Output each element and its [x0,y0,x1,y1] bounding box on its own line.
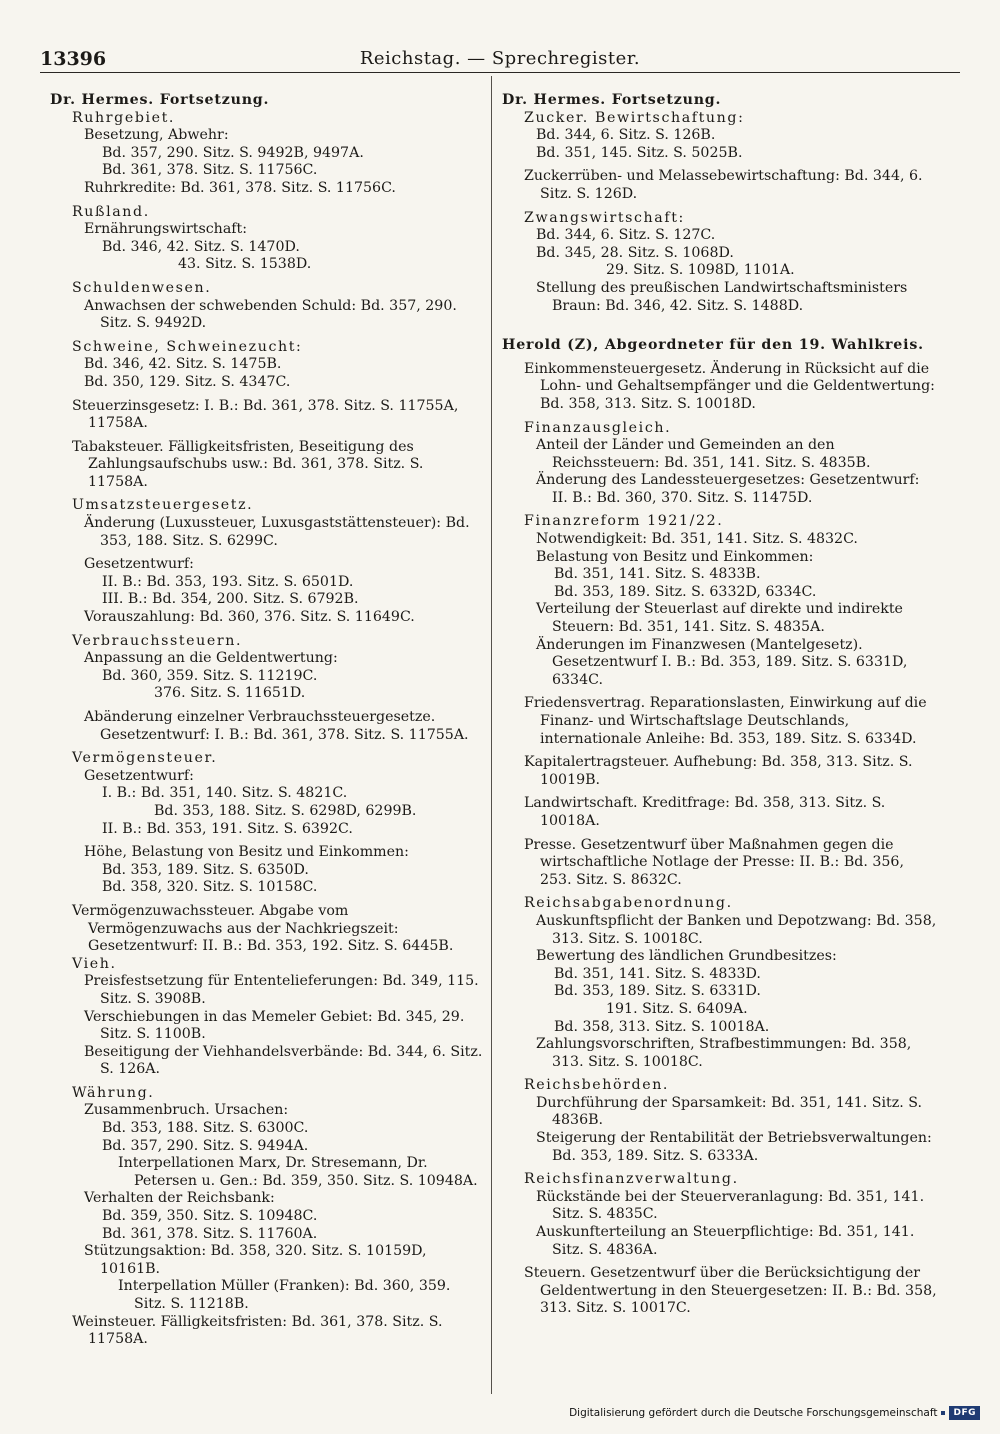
register-entry: Tabaksteuer. Fälligkeitsfristen, Beseitigung des Zahlungsaufschubs usw.: Bd. 361, 378. Sitz. S. 11758A. [72,438,424,490]
register-entry: Steuern. Gesetzentwurf über die Berücksichtigung der Geldentwertung in den Steuergesetzen: II. B.: Bd. 358, 313. Sitz. S. 10017C. [524,1265,937,1317]
register-entry: Verteilung der Steuerlast auf direkte und indirekte Steuern: Bd. 351, 141. Sitz. S. 4835A. [536,601,903,636]
register-entry: Änderung (Luxussteuer, Luxusgaststättensteuer): Bd. 353, 188. Sitz. S. 6299C. [84,515,470,549]
separator-dot-icon [941,1411,945,1415]
page-number: 13396 [40,48,107,70]
register-entry: Beseitigung der Viehhandelsverbände: Bd. 344, 6. Sitz. S. 126A. [84,1043,483,1078]
register-entry: Bd. 344, 6. Sitz. S. 126B. [536,127,716,144]
register-entry: II. B.: Bd. 353, 193. Sitz. S. 6501D. [102,573,354,590]
register-entry: Bd. 357, 290. Sitz. S. 9492B, 9497A. [102,144,364,161]
footer-credit [569,1406,980,1420]
register-entry: Bd. 353, 188. Sitz. S. 6298D, 6299B. [154,802,417,819]
column-divider [491,76,492,1394]
register-entry: Interpellation Müller (Franken): Bd. 360, 359. Sitz. S. 11218B. [118,1278,451,1312]
register-entry: Bd. 351, 141. Sitz. S. 4833D. [554,965,761,982]
register-entry: II. B.: Bd. 353, 191. Sitz. S. 6392C. [102,820,353,837]
register-entry: Rußland. [72,203,150,220]
register-entry: Zuckerrüben- und Melassebewirtschaftung: Bd. 344, 6. Sitz. S. 126D. [524,168,923,202]
register-entry: Bd. 353, 189. Sitz. S. 6350D. [102,861,309,878]
register-entry: Bd. 361, 378. Sitz. S. 11756C. [102,162,318,179]
register-entry: Notwendigkeit: Bd. 351, 141. Sitz. S. 4832C. [536,531,858,548]
register-entry: Schuldenwesen. [72,279,212,296]
register-entry: Änderung des Landessteuergesetzes: Gesetzentwurf: II. B.: Bd. 360, 370. Sitz. S. 11475D. [536,472,920,506]
register-entry: Reichsfinanzverwaltung. [524,1171,739,1188]
register-entry: 376. Sitz. S. 11651D. [154,685,306,702]
register-entry: Vorauszahlung: Bd. 360, 376. Sitz. S. 11649C. [84,609,415,626]
register-entry: Anwachsen der schwebenden Schuld: Bd. 357, 290. Sitz. S. 9492D. [84,297,457,332]
left-column [50,92,485,1349]
register-entry: Bd. 360, 359. Sitz. S. 11219C. [102,667,318,684]
dfg-logo: DFG [949,1406,980,1420]
register-entry: Rückstände bei der Steuerveranlagung: Bd. 351, 141. Sitz. S. 4835C. [536,1188,925,1223]
register-entry: Friedensvertrag. Reparationslasten, Einwirkung auf die Finanz- und Wirtschaftslage Deutschlands, internationale Anleihe: Bd. 353, 189. Sitz. S. 6334D. [524,695,927,747]
register-entry: Zahlungsvorschriften, Strafbestimmungen: Bd. 358, 313. Sitz. S. 10018C. [536,1036,912,1070]
register-entry: Auskunftspflicht der Banken und Depotzwang: Bd. 358, 313. Sitz. S. 10018C. [536,912,937,947]
register-entry: Bd. 346, 42. Sitz. S. 1475B. [84,356,282,373]
register-entry: Steuerzinsgesetz: I. B.: Bd. 361, 378. Sitz. S. 11755A, 11758A. [72,397,459,432]
register-entry: Bd. 359, 350. Sitz. S. 10948C. [102,1208,318,1225]
register-entry: Zusammenbruch. Ursachen: [84,1102,289,1119]
register-entry: III. B.: Bd. 354, 200. Sitz. S. 6792B. [102,591,359,608]
register-entry: Ernährungswirtschaft: [84,221,248,238]
speaker-heading: Dr. Hermes. Fortsetzung. [50,92,270,108]
register-entry: Verhalten der Reichsbank: [84,1190,275,1207]
register-entry: Vermögenzuwachssteuer. Abgabe vom Vermögenzuwachs aus der Nachkriegszeit: Gesetzentwurf: II. B.: Bd. 353, 192. Sitz. S. 6445B. [72,902,454,955]
register-entry: Vieh. [72,955,117,972]
register-entry: Presse. Gesetzentwurf über Maßnahmen gegen die wirtschaftliche Notlage der Presse: II. B.: Bd. 356, 253. Sitz. S. 8632C. [524,836,904,888]
speaker-heading: Herold (Z), Abgeordneter für den 19. Wahlkreis. [502,337,924,354]
register-entry: Bd. 346, 42. Sitz. S. 1470D. [102,238,300,255]
register-entry: Ruhrgebiet. [72,109,176,126]
register-entry: Bewertung des ländlichen Grundbesitzes: [536,948,837,965]
register-entry: Bd. 358, 313. Sitz. S. 10018A. [554,1018,770,1035]
register-entry: Gesetzentwurf: [84,767,194,784]
register-entry: Reichsbehörden. [524,1077,670,1094]
register-entry: Zucker. Bewirtschaftung: [524,109,745,126]
register-entry: Weinsteuer. Fälligkeitsfristen: Bd. 361, 378. Sitz. S. 11758A. [72,1313,443,1348]
register-entry: Finanzausgleich. [524,419,672,436]
register-entry: Bd. 353, 189. Sitz. S. 6332D, 6334C. [554,583,817,600]
register-entry: Anteil der Länder und Gemeinden an den Reichssteuern: Bd. 351, 141. Sitz. S. 4835B. [536,437,871,471]
footer-credit-text: Digitalisierung gefördert durch die Deutsche Forschungsgemeinschaft [569,1407,938,1419]
register-entry: Landwirtschaft. Kreditfrage: Bd. 358, 313. Sitz. S. 10018A. [524,795,886,829]
register-entry: Belastung von Besitz und Einkommen: [536,548,814,565]
register-entry: Kapitalertragsteuer. Aufhebung: Bd. 358, 313. Sitz. S. 10019B. [524,754,913,788]
register-entry: Änderungen im Finanzwesen (Mantelgesetz). Gesetzentwurf I. B.: Bd. 353, 189. Sitz. S. 6331D, 6334C. [536,636,908,688]
register-entry: Bd. 344, 6. Sitz. S. 127C. [536,227,716,244]
register-entry: Bd. 351, 141. Sitz. S. 4833B. [554,566,761,583]
register-entry: Abänderung einzelner Verbrauchssteuergesetze. Gesetzentwurf: I. B.: Bd. 361, 378. Sitz. S. 11755A. [84,709,469,743]
register-entry: 191. Sitz. S. 6409A. [606,1000,748,1017]
register-entry: I. B.: Bd. 351, 140. Sitz. S. 4821C. [102,785,348,802]
register-entry: Stützungsaktion: Bd. 358, 320. Sitz. S. 10159D, 10161B. [84,1243,427,1277]
speaker-heading: Dr. Hermes. Fortsetzung. [502,92,722,108]
right-column [502,92,937,1318]
register-entry: Durchführung der Sparsamkeit: Bd. 351, 141. Sitz. S. 4836B. [536,1094,922,1129]
register-entry: Stellung des preußischen Landwirtschaftsministers Braun: Bd. 346, 42. Sitz. S. 1488D. [536,279,908,314]
register-entry: Verschiebungen in das Memeler Gebiet: Bd. 345, 29. Sitz. S. 1100B. [84,1008,465,1043]
register-entry: Vermögensteuer. [72,750,218,767]
register-entry: Preisfestsetzung für Ententelieferungen: Bd. 349, 115. Sitz. S. 3908B. [84,973,479,1007]
register-entry: Steigerung der Rentabilität der Betriebsverwaltungen: Bd. 353, 189. Sitz. S. 6333A. [536,1130,932,1164]
register-entry: Höhe, Belastung von Besitz und Einkommen: [84,844,409,861]
register-entry: Gesetzentwurf: [84,556,194,573]
register-entry: Bd. 357, 290. Sitz. S. 9494A. [102,1137,309,1154]
register-entry: 43. Sitz. S. 1538D. [178,256,312,273]
register-entry: Schweine, Schweinezucht: [72,338,303,355]
register-entry: Bd. 353, 188. Sitz. S. 6300C. [102,1120,309,1137]
register-entry: Bd. 358, 320. Sitz. S. 10158C. [102,879,318,896]
register-entry: 29. Sitz. S. 1098D, 1101A. [606,262,795,279]
register-entry: Anpassung an die Geldentwertung: [84,650,338,667]
register-entry: Bd. 361, 378. Sitz. S. 11760A. [102,1225,318,1242]
register-entry: Auskunfterteilung an Steuerpflichtige: Bd. 351, 141. Sitz. S. 4836A. [536,1224,915,1258]
register-entry: Reichsabgabenordnung. [524,895,733,912]
register-entry: Bd. 353, 189. Sitz. S. 6331D. [554,983,761,1000]
register-entry: Umsatzsteuergesetz. [72,497,254,514]
register-entry: Währung. [72,1084,155,1101]
register-entry: Ruhrkredite: Bd. 361, 378. Sitz. S. 11756C. [84,179,396,196]
register-entry: Zwangswirtschaft: [524,209,685,226]
register-entry: Interpellationen Marx, Dr. Stresemann, Dr. Petersen u. Gen.: Bd. 359, 350. Sitz. S. 10948A. [118,1155,478,1189]
register-entry: Besetzung, Abwehr: [84,127,229,144]
register-entry: Bd. 351, 145. Sitz. S. 5025B. [536,144,743,161]
register-entry: Verbrauchssteuern. [72,632,243,649]
register-entry: Bd. 350, 129. Sitz. S. 4347C. [84,373,291,390]
register-entry: Finanzreform 1921/22. [524,513,724,530]
register-entry: Bd. 345, 28. Sitz. S. 1068D. [536,244,734,261]
running-title: Reichstag. — Sprechregister. [359,48,641,69]
page-header [40,48,960,73]
register-entry: Einkommensteuergesetz. Änderung in Rücksicht auf die Lohn- und Gehaltsempfänger und die Geldentwertung: Bd. 358, 313. Sitz. S. 10018D. [524,360,935,412]
